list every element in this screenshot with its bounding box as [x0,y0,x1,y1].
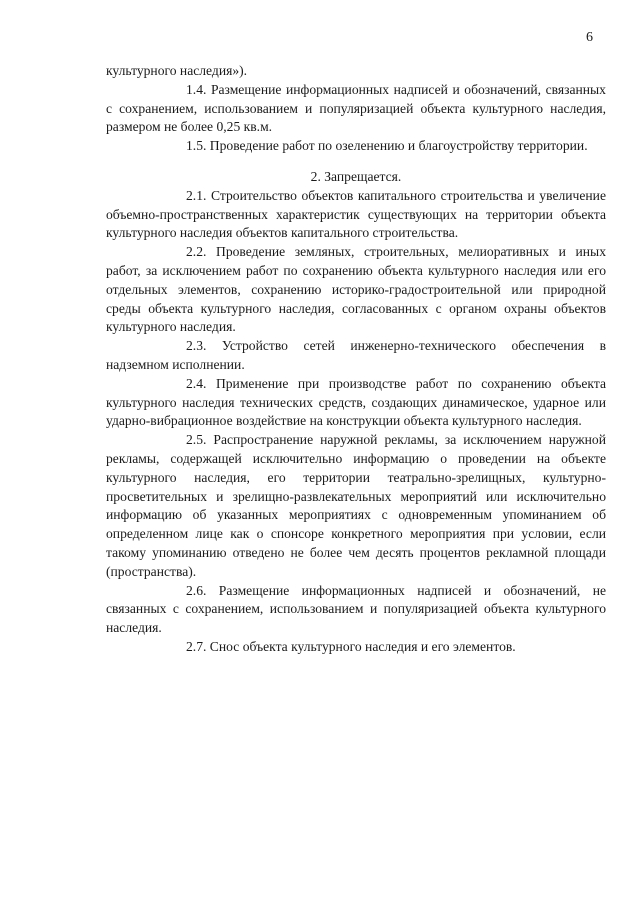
clause-2-3 [106,337,606,375]
clause-text: Снос объекта культурного наследия и его элементов. [209,638,516,654]
page-number: 6 [586,30,593,45]
clause-text: Устройство сетей инженерно-технического обеспечения в надземном исполнении. [106,338,606,372]
clause-number: 2.3. [186,338,207,354]
clause-2-1 [106,187,606,243]
clause-2-4 [106,375,606,431]
continuation-text: культурного наследия»). [106,63,248,78]
clause-number: 1.4. [186,81,207,97]
clause-2-5 [106,431,606,581]
clause-text: Проведение работ по озеленению и благоустройству территории. [209,138,588,154]
clause-text: Строительство объектов капитального строительства и увеличение объемно-пространственных характеристик существующих на территории объекта культурного наследия объектов капитального строительства. [106,187,606,241]
clause-1-4 [106,81,606,137]
section-heading: 2. Запрещается. [310,168,402,184]
clause-text: Распространение наружной рекламы, за исключением наружной рекламы, содержащей исключительно информацию о проведении на объекте культурного наследия, его территории театрально-зрелищных, культурно-просветительных и зрелищно-развлекательных мероприятий или исключительно информацию об указанных мероприятиях с одновременным упоминанием об определенном лице как о спонсоре конкретного мероприятия при условии, если такому упоминанию отведено не более чем десять процентов рекламной площади (пространства). [106,432,606,579]
clause-text: Применение при производстве работ по сохранению объекта культурного наследия технических средств, создающих динамическое, ударное или ударно-вибрационное воздействие на конструкции объекта культурного наследия. [106,375,606,429]
clause-2-2 [106,243,606,337]
clause-2-6 [106,582,606,638]
clause-1-5 [106,137,606,156]
clause-number: 2.7. [186,638,207,654]
clause-number: 2.5. [186,432,207,448]
clause-text: Размещение информационных надписей и обозначений, связанных с сохранением, использованием и популяризацией объекта культурного наследия, размером не более 0,25 кв.м. [106,81,606,135]
clause-number: 2.1. [186,187,207,203]
document-body [106,62,606,657]
clause-number: 2.6. [186,582,207,598]
clause-number: 2.4. [186,375,207,391]
clause-text: Проведение земляных, строительных, мелиоративных и иных работ, за исключением работ по сохранению объекта культурного наследия или его отдельных элементов, сохранению историко-градостроительной или природной среды объекта культурного наследия, согласованных с органом охраны объектов культурного наследия. [106,244,606,335]
clause-number: 1.5. [186,138,207,154]
clause-number: 2.2. [186,244,207,260]
clause-2-7 [106,638,606,657]
clause-text: Размещение информационных надписей и обозначений, не связанных с сохранением, использованием и популяризацией объекта культурного наследия. [106,582,606,636]
